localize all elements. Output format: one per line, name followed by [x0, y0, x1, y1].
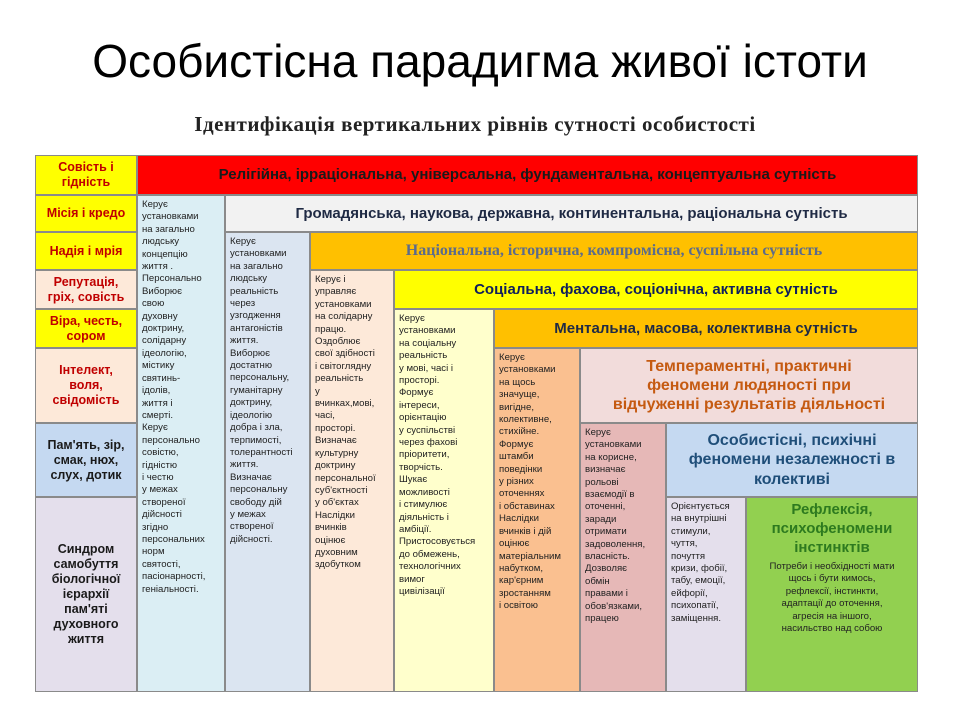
level-band-8: [746, 497, 918, 692]
description-column-3: Керує і управляє установками на солідарну працю. Оздоблює свої здібності і світоглядну реальність у вчинках,мові, часі, просторі. Визначає культурну доктрину персональної суб'єктності у об'єктах Наслідки вчинків оцінює духовним здобутком: [310, 270, 394, 692]
description-column-4: Керує установками на соціальну реальність у мові, часі і просторі. Формує інтереси, орієнтацію у суспільстві через фахові пріоритети, творчість. Шукає можливості і стимулює діяльність і амбіції. Пристосовується до обмежень, технологічних вимог цивілізації: [394, 309, 494, 692]
description-column-2: Керує установками на загально людську реальність через узгодження антагоністів життя. Виборює достатню персональну, гуманітарну доктрину, ідеологію добра і зла, терпимості, толерантності життя. Визначає персональну свободу дій у межах створеної дійсності.: [225, 232, 310, 692]
level-band-4: Соціальна, фахова, соціонічна, активна сутність: [394, 270, 918, 309]
main-title: Особистісна парадигма живої істоти: [92, 35, 868, 87]
level-band-5: Ментальна, масова, колективна сутність: [494, 309, 918, 348]
description-column-7: Орієнтується на внутрішні стимули, чуття, почуття кризи, фобії, табу, емоції, ейфорії, психопатії, заміщення.: [666, 497, 746, 692]
level-band-2: Громадянська, наукова, державна, континентальна, раціональна сутність: [225, 195, 918, 232]
level-band-7: Особистісні, психічні феномени незалежності в колективі: [666, 423, 918, 497]
level-label-8: Синдром самобуття біологічної ієрархії пам'яті духовного життя: [35, 497, 137, 692]
level-label-1: Совість і гідність: [35, 155, 137, 195]
diagram-subtitle: Ідентифікація вертикальних рівнів сутності особистості: [194, 112, 756, 136]
level-band-6: Темпераментні, практичні феномени людяності при відчуженні результатів діяльності: [580, 348, 918, 423]
level-label-4: Репутація, гріх, совість: [35, 270, 137, 309]
level-label-3: Надія і мрія: [35, 232, 137, 270]
description-column-5: Керує установками на щось значуще, вигідне, колективне, стихійне. Формує штамби поведінки у різних оточеннях і обставинах Наслідки вчинків і дій оцінює матеріальним набутком, кар'єрним зростанням і освітою: [494, 348, 580, 692]
level-band-3: Національна, історична, компромісна, суспільна сутність: [310, 232, 918, 270]
level-label-5: Віра, честь, сором: [35, 309, 137, 348]
reflex-description: Потреби і необхідності мати щось і бути кимось, рефлексії, інстинкти, адаптації до оточення, агресія на іншого, насильство над собою: [769, 561, 895, 635]
level-band-1: Релігійна, ірраціональна, універсальна, фундаментальна, концептуальна сутність: [137, 155, 918, 195]
reflex-title: Рефлексія, психофеномени інстинктів: [771, 501, 893, 556]
level-label-2: Місія і кредо: [35, 195, 137, 232]
level-label-6: Інтелект, воля, свідомість: [35, 348, 137, 423]
level-label-7: Пам'ять, зір, смак, нюх, слух, дотик: [35, 423, 137, 497]
description-column-6: Керує установками на корисне, визначає рольові взаємодії в оточенні, заради отримати задоволення, власність. Дозволяє обмін правами і обов'язками, працею: [580, 423, 666, 692]
description-column-1: Керує установками на загально людську концепцію життя . Персонально Виборює свою духовну доктрину, солідарну ідеологію, містику святинь- ідолів, життя і смерті. Керує персонально совістю, гідністю і честю у межах створеної дійсності згідно персональних норм святості, пасіонарності, геніальності.: [137, 195, 225, 692]
